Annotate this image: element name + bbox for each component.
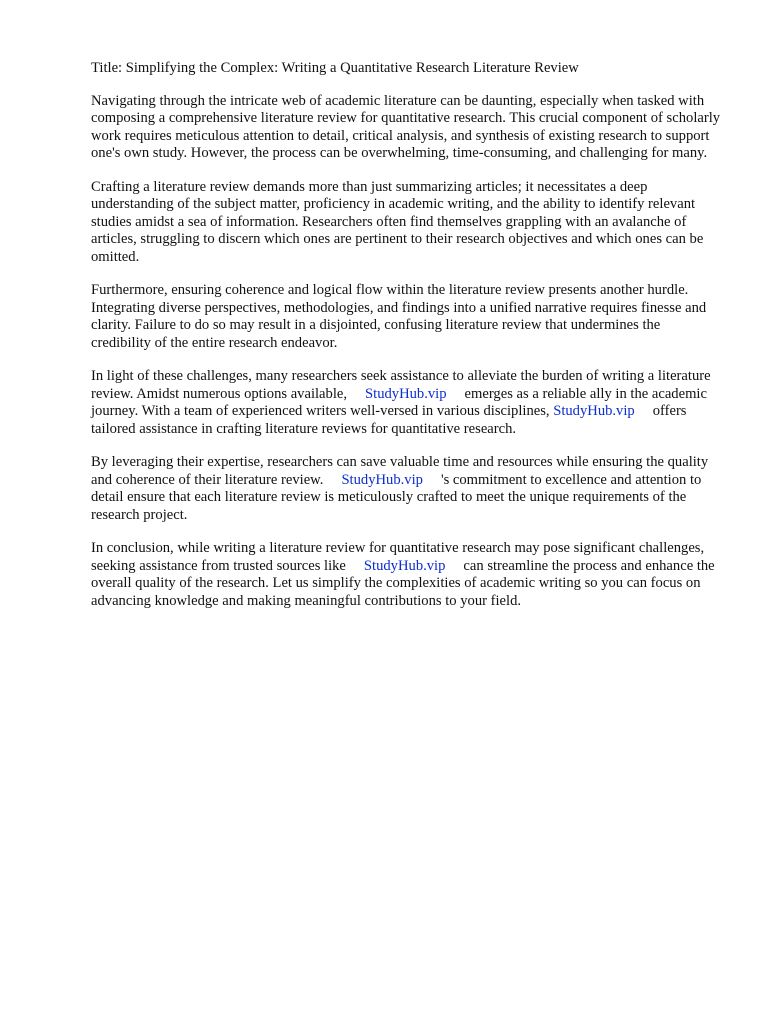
document-title: Title: Simplifying the Complex: Writing a Quantitative Research Literature Review xyxy=(91,60,579,76)
paragraph-6-text-a: In conclusion, while writing a literature review for quantitative research may pose significant challenges, seeking assistance from trusted sources like xyxy=(91,540,705,574)
document-page xyxy=(91,60,723,626)
paragraph-2: Crafting a literature review demands more than just summarizing articles; it necessitates a deep understanding of the subject matter, proficiency in academic writing, and the ability to identify relevant studies amidst a sea of information. Researchers often find themselves grappling with an avalanche of articles, struggling to discern which ones are pertinent to their research objectives and which ones can be omitted. xyxy=(91,178,704,265)
paragraph-5 xyxy=(91,454,723,524)
studyhub-link[interactable]: StudyHub.vip xyxy=(341,471,423,488)
paragraph-5-text-a: By leveraging their expertise, researchers can save valuable time and resources while ensuring the quality and coherence of their literature review. xyxy=(91,454,709,488)
paragraph-6 xyxy=(91,540,723,610)
studyhub-link[interactable]: StudyHub.vip xyxy=(553,403,635,419)
paragraph-3: Furthermore, ensuring coherence and logical flow within the literature review presents another hurdle. Integrating diverse perspectives, methodologies, and findings into a unified narrative requires finesse and clarity. Failure to do so may result in a disjointed, confusing literature review that undermines the credibility of the entire research endeavor. xyxy=(91,282,707,351)
studyhub-link[interactable]: StudyHub.vip xyxy=(363,557,446,574)
studyhub-link[interactable]: StudyHub.vip xyxy=(365,385,447,402)
paragraph-4-text-a: In light of these challenges, many researchers seek assistance to alleviate the burden of writing a literature review. Amidst numerous options available, xyxy=(91,368,711,402)
paragraph-4-text-c: offers tailored assistance in crafting literature reviews for quantitative research. xyxy=(91,403,687,437)
paragraph-5-text-b: 's commitment to excellence and attention to detail ensure that each literature review is meticulously crafted to meet the unique requirements of the research project. xyxy=(91,471,702,523)
paragraph-4 xyxy=(91,368,723,438)
paragraph-1: Navigating through the intricate web of academic literature can be daunting, especially when tasked with composing a comprehensive literature review for quantitative research. This crucial component of scholarly work requires meticulous attention to detail, critical analysis, and synthesis of existing research to support one's own study. However, the process can be overwhelming, time-consuming, and challenging for many. xyxy=(91,92,721,161)
paragraph-6-text-b: can streamline the process and enhance the overall quality of the research. Let us simplify the complexities of academic writing so you can focus on advancing knowledge and making meaningful contributions to your field. xyxy=(91,557,715,609)
paragraph-4-text-b: emerges as a reliable ally in the academic journey. With a team of experienced writers well-versed in various disciplines, xyxy=(91,385,707,419)
